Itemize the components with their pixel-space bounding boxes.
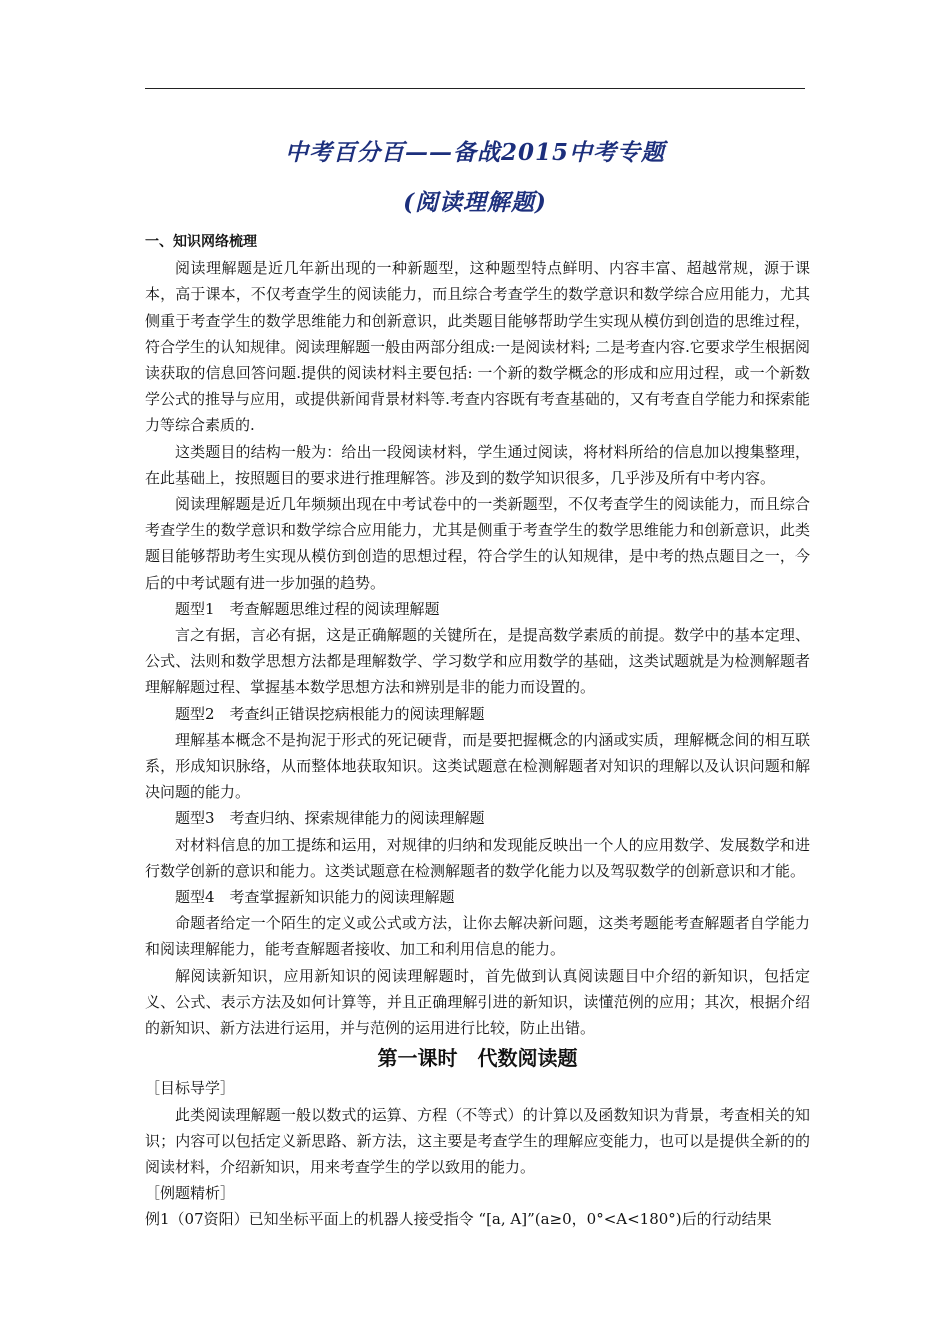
goal-label: ［目标导学］ — [145, 1079, 236, 1098]
paragraph: 阅读理解题是近几年新出现的一种新题型，这种题型特点鲜明、内容丰富、超越常规，源于课本，高于课本，不仅考查学生的阅读能力，而且综合考查学生的数学意识和数学综合应用能力，尤其侧重于考查学生的数学思维能力和创新意识，此类题目能够帮助学生实现从模仿到创造的思维过程，符合学生的认知规律。阅读理解题一般由两部分组成:一是阅读材料; 二是考查内容.它要求学生根据阅读获取的信息回答问题.提供的阅读材料主要包括: 一个新的数学概念的形成和应用过程，或一个新数学公式的推导与应用，或提供新闻背景材料等.考查内容既有考查基础的，又有考查自学能力和探索能力等综合素质的. — [145, 259, 810, 435]
question-type-heading: 题型1 考查解题思维过程的阅读理解题 — [175, 599, 440, 618]
paragraph: 言之有据，言必有据，这是正确解题的关键所在，是提高数学素质的前提。数学中的基本定理、公式、法则和数学思想方法都是理解数学、学习数学和应用数学的基础，这类试题就是为检测解题者理解解题过程、掌握基本数学思想方法和辨别是非的能力而设置的。 — [145, 626, 810, 697]
document-body — [145, 229, 810, 1233]
question-type-heading: 题型2 考查纠正错误挖病根能力的阅读理解题 — [175, 704, 485, 723]
section-heading: 一、知识网络梳理 — [145, 234, 257, 250]
paragraph: 阅读理解题是近几年频频出现在中考试卷中的一类新题型，不仅考查学生的阅读能力，而且综合考查学生的数学意识和数学综合应用能力，尤其是侧重于考查学生的数学思维能力和创新意识，此类题目能够帮助考生实现从模仿到创造的思想过程，符合学生的认知规律，是中考的热点题目之一，今后的中考试题有进一步加强的趋势。 — [145, 495, 810, 592]
paragraph: 理解基本概念不是拘泥于形式的死记硬背，而是要把握概念的内涵或实质，理解概念间的相互联系，形成知识脉络，从而整体地获取知识。这类试题意在检测解题者对知识的理解以及认识问题和解决问题的能力。 — [145, 730, 810, 802]
paragraph: 解阅读新知识，应用新知识的阅读理解题时，首先做到认真阅读题目中介绍的新知识，包括定义、公式、表示方法及如何计算等，并且正确理解引进的新知识，读懂范例的应用；其次，根据介绍的新知识、新方法进行运用，并与范例的运用进行比较，防止出错。 — [145, 966, 810, 1038]
document-title: 中考百分百——备战2015中考专题 — [284, 139, 665, 166]
header-rule — [145, 88, 805, 89]
lesson-title: 第一课时 代数阅读题 — [377, 1046, 578, 1071]
paragraph: 这类题目的结构一般为：给出一段阅读材料，学生通过阅读，将材料所给的信息加以搜集整理，在此基础上，按照题目的要求进行推理解答。涉及到的数学知识很多，几乎涉及所有中考内容。 — [145, 442, 810, 487]
example-1: 例1（07资阳）已知坐标平面上的机器人接受指令 “[a, A]”(a≥0，0°<A<180°)后的行动结果 — [145, 1210, 772, 1229]
document-subtitle: (阅读理解题) — [403, 189, 547, 216]
goal-text: 此类阅读理解题一般以数式的运算、方程（不等式）的计算以及函数知识为背景，考查相关的知识；内容可以包括定义新思路、新方法，这主要是考查学生的理解应变能力，也可以是提供全新的的阅读材料，介绍新知识，用来考查学生的学以致用的能力。 — [145, 1105, 810, 1176]
paragraph: 对材料信息的加工提练和运用，对规律的归纳和发现能反映出一个人的应用数学、发展数学和进行数学创新的意识和能力。这类试题意在检测解题者的数学化能力以及驾驭数学的创新意识和才能。 — [145, 835, 810, 880]
question-type-heading: 题型3 考查归纳、探索规律能力的阅读理解题 — [175, 809, 485, 828]
paragraph: 命题者给定一个陌生的定义或公式或方法，让你去解决新问题，这类考题能考查解题者自学能力和阅读理解能力，能考查解题者接收、加工和利用信息的能力。 — [145, 914, 810, 959]
example-label: ［例题精析］ — [145, 1184, 236, 1203]
question-type-heading: 题型4 考查掌握新知识能力的阅读理解题 — [175, 888, 455, 907]
